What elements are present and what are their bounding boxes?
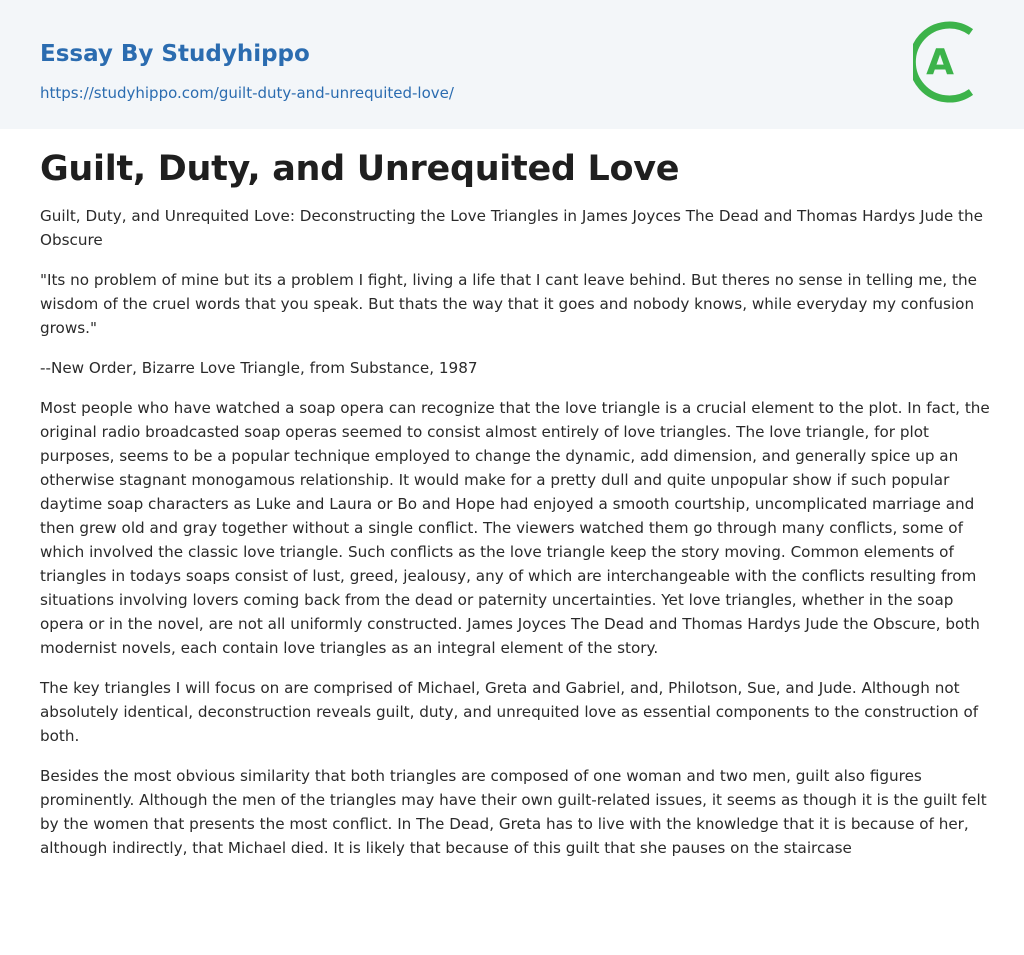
body-paragraph: Most people who have watched a soap opera can recognize that the love triangle is a crucial element to the plot. In fact, the original radio broadcasted soap operas seemed to consist almost entirely of love triangles. The love triangle, for plot purposes, seems to be a popular technique employed to change the dynamic, add dimension, and generally spice up an otherwise stagnant monogamous relationship. It would make for a pretty dull and quite unpopular show if such popular daytime soap characters as Luke and Laura or Bo and Hope had enjoyed a smooth courtship, uncomplicated marriage and then grew old and gray together without a single conflict. The viewers watched them go through many conflicts, some of which involved the classic love triangle. Such conflicts as the love triangle keep the story moving. Common elements of triangles in todays soaps consist of lust, greed, jealousy, any of which are interchangeable with the conflicts resulting from situations involving lovers coming back from the dead or paternity uncertainties. Yet love triangles, whether in the soap opera or in the novel, are not all uniformly constructed. James Joyces The Dead and Thomas Hardys Jude the Obscure, both modernist novels, each contain love triangles as an integral element of the story. <box>40 399 990 657</box>
site-header <box>0 0 1024 129</box>
article-body <box>40 140 992 876</box>
body-paragraph: Besides the most obvious similarity that both triangles are composed of one woman and two men, guilt also figures prominently. Although the men of the triangles may have their own guilt-related issues, it seems as though it is the guilt felt by the women that presents the most conflict. In The Dead, Greta has to live with the knowledge that it is because of her, although indirectly, that Michael died. It is likely that because of this guilt that she pauses on the staircase <box>40 767 987 857</box>
brand-title[interactable]: Essay By Studyhippo <box>40 41 310 67</box>
logo-letter: A <box>926 42 954 83</box>
essay-title: Guilt, Duty, and Unrequited Love <box>40 149 680 189</box>
essay-subtitle-paragraph: Guilt, Duty, and Unrequited Love: Deconstructing the Love Triangles in James Joyces The Dead and Thomas Hardys Jude the Obscure <box>40 207 983 249</box>
essay-url-link[interactable]: https://studyhippo.com/guilt-duty-and-unrequited-love/ <box>40 84 454 102</box>
studyhippo-logo-icon[interactable] <box>913 20 985 104</box>
body-paragraph: The key triangles I will focus on are comprised of Michael, Greta and Gabriel, and, Philotson, Sue, and Jude. Although not absolutely identical, deconstruction reveals guilt, duty, and unrequited love as essential components to the construction of both. <box>40 679 979 745</box>
quote-paragraph: "Its no problem of mine but its a problem I fight, living a life that I cant leave behind. But theres no sense in telling me, the wisdom of the cruel words that you speak. But thats the way that it goes and nobody knows, while everyday my confusion grows." <box>40 271 977 337</box>
quote-attribution-paragraph: --New Order, Bizarre Love Triangle, from Substance, 1987 <box>40 359 478 377</box>
